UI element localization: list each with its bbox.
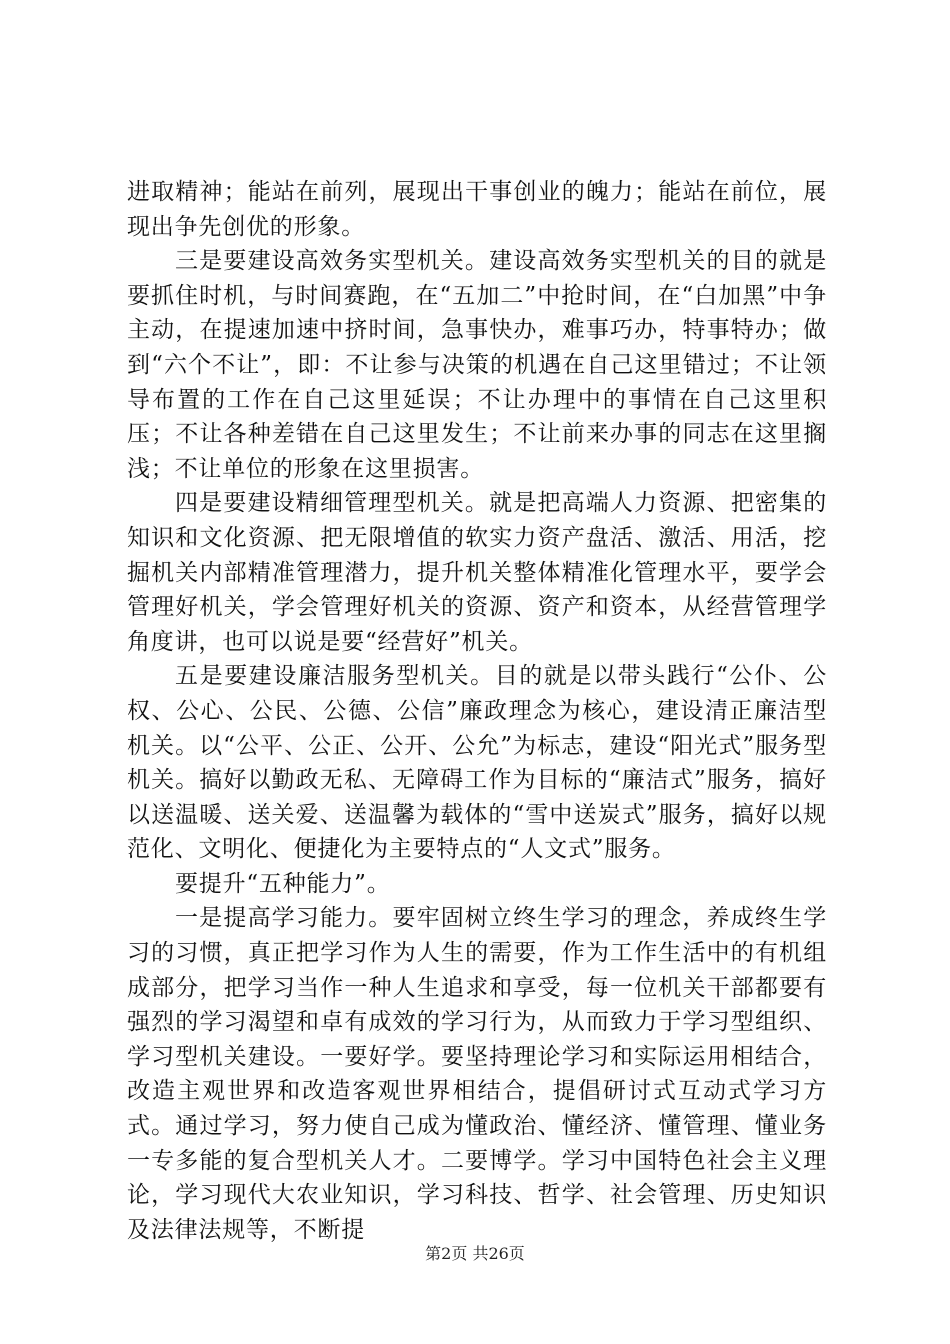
paragraph-4: 五是要建设廉洁服务型机关。目的就是以带头践行“公仆、公权、公心、公民、公德、公信”廉政理念为核心，建设清正廉洁型机关。以“公平、公正、公开、公允”为标志，建设“阳光式”服务型机关。搞好以勤政无私、无障碍工作为目标的“廉洁式”服务，搞好以送温暖、送关爱、送温馨为载体的“雪中送炭式”服务，搞好以规范化、文明化、便捷化为主要特点的“人文式”服务。 bbox=[127, 663, 827, 863]
body-text bbox=[127, 175, 827, 1247]
paragraph-5: 要提升“五种能力”。 bbox=[175, 870, 391, 897]
page-footer: 第2页 共26页 bbox=[425, 1244, 525, 1263]
paragraph-3: 四是要建设精细管理型机关。就是把高端人力资源、把密集的知识和文化资源、把无限增值的软实力资产盘活、激活、用活，挖掘机关内部精准管理潜力，提升机关整体精准化管理水平，要学会管理好机关，学会管理好机关的资源、资产和资本，从经营管理学角度讲，也可以说是要“经营好”机关。 bbox=[127, 490, 827, 655]
paragraph-2: 三是要建设高效务实型机关。建设高效务实型机关的目的就是要抓住时机，与时间赛跑，在“五加二”中抢时间，在“白加黑”中争主动，在提速加速中挤时间，急事快办，难事巧办，特事特办；做到“六个不让”，即：不让参与决策的机遇在自己这里错过；不让领导布置的工作在自己这里延误；不让办理中的事情在自己这里积压；不让各种差错在自己这里发生；不让前来办事的同志在这里搁浅；不让单位的形象在这里损害。 bbox=[127, 248, 827, 482]
paragraph-6: 一是提高学习能力。要牢固树立终生学习的理念，养成终生学习的习惯，真正把学习作为人生的需要，作为工作生活中的有机组成部分，把学习当作一种人生追求和享受，每一位机关干部都要有强烈的学习渴望和卓有成效的学习行为，从而致力于学习型组织、学习型机关建设。一要好学。要坚持理论学习和实际运用相结合，改造主观世界和改造客观世界相结合，提倡研讨式互动式学习方式。通过学习，努力使自己成为懂政治、懂经济、懂管理、懂业务一专多能的复合型机关人才。二要博学。学习中国特色社会主义理论，学习现代大农业知识，学习科技、哲学、社会管理、历史知识及法律法规等，不断提 bbox=[127, 905, 827, 1243]
paragraph-1: 进取精神；能站在前列，展现出干事创业的魄力；能站在前位，展现出争先创优的形象。 bbox=[127, 179, 827, 240]
